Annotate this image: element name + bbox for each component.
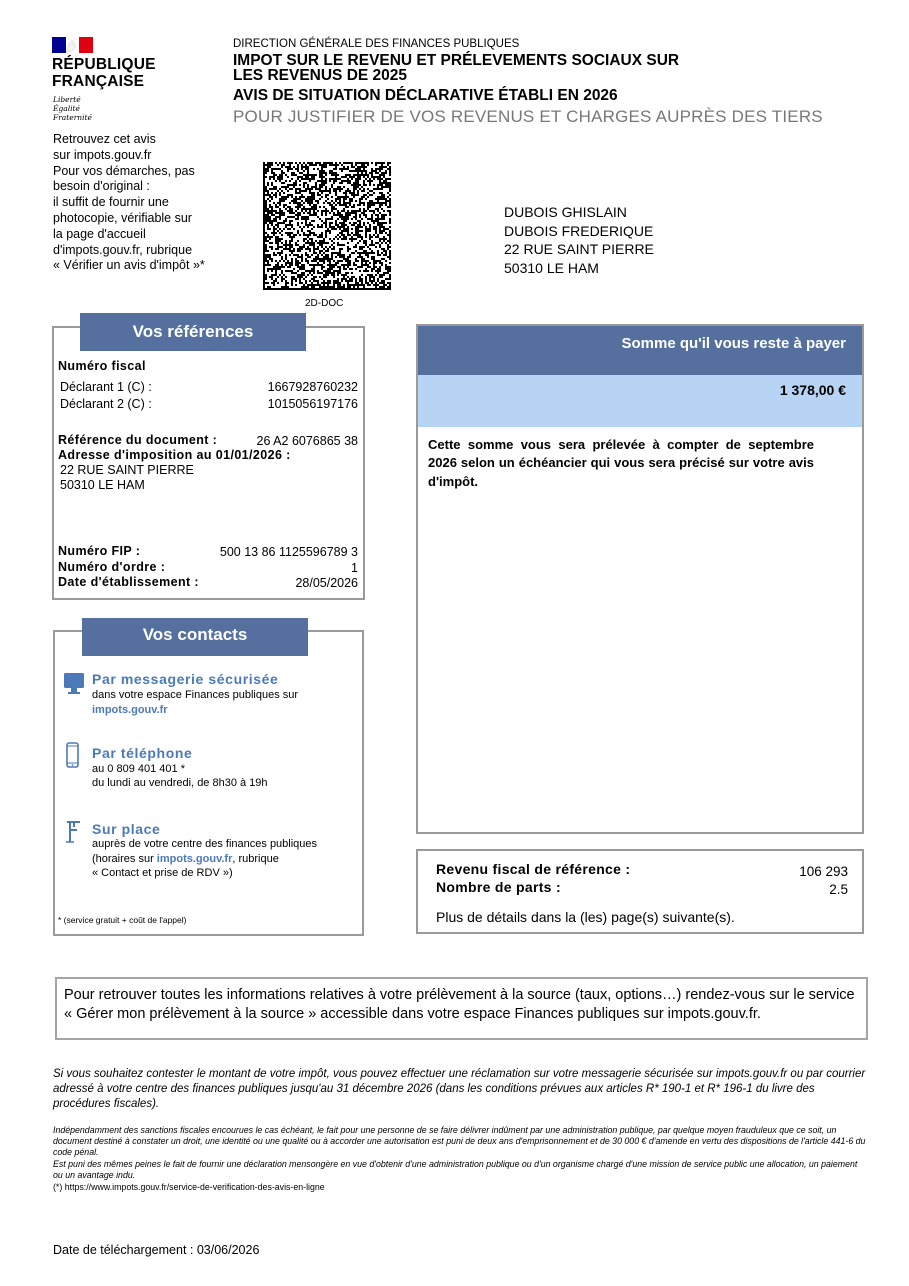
details-note: Plus de détails dans la (les) page(s) suivante(s). xyxy=(436,909,735,925)
payment-text: Cette somme vous sera prélevée à compter de septembre 2026 selon un échéancier qui vous sera précisé sur votre avis d'impôt. xyxy=(428,437,814,489)
telephone-title[interactable]: Par téléphone xyxy=(92,745,193,761)
document-subtitle: AVIS DE SITUATION DÉCLARATIVE ÉTABLI EN 2026 xyxy=(233,87,618,104)
verification-url: (*) https://www.impots.gouv.fr/service-de-verification-des-avis-en-ligne xyxy=(53,1182,325,1192)
telephone-number: au 0 809 401 401 * xyxy=(92,763,185,775)
finances-publiques-icon xyxy=(63,818,85,844)
legal-notice: Indépendamment des sanctions fiscales encourues le cas échéant, le fait pour une personne de se faire délivrer indûment par une administration publique, par quelque moyen frauduleux que ce soit, un document destiné à constater un droit, une identité ou une qualité ou à accorder une autorisation est puni de deux ans d'emprisonnement et de 30 000 € d'amende en vertu des dispositions de l'article 441-6 du code pénal. Est puni des mêmes peines le fait de fournir une déclaration mensongère en vue d'obtenir d'une administration publique ou d'un organisme chargé d'une mission de service public une allocation, un paiement ou un avantage indu. xyxy=(53,1125,866,1180)
surplace-line-1: auprès de votre centre des finances publiques xyxy=(92,838,318,850)
declarant-1-label: Déclarant 1 (C) : xyxy=(60,380,152,394)
ordre-label: Numéro d'ordre : xyxy=(58,560,166,574)
verification-info: Retrouvez cet avis sur impots.gouv.fr Pour vos démarches, pas besoin d'original : il suffit de fournir une photocopie, vérifiable sur la page d'accueil d'impots.gouv.fr, rubrique « Vérifier un avis d'impôt »* xyxy=(53,132,205,273)
payment-header: Somme qu'il vous reste à payer xyxy=(418,326,862,375)
rfr-value: 106 293 xyxy=(799,864,848,879)
declarant-2-value: 1015056197176 xyxy=(267,397,358,411)
adresse-line-1: 22 RUE SAINT PIERRE xyxy=(60,463,194,477)
messagerie-title[interactable]: Par messagerie sécurisée xyxy=(92,671,279,687)
references-tab: Vos références xyxy=(80,313,306,351)
fip-label: Numéro FIP : xyxy=(58,544,141,558)
barcode-modules xyxy=(263,162,391,290)
declarant-2-label: Déclarant 2 (C) : xyxy=(60,397,152,411)
surplace-line-2: (horaires sur impots.gouv.fr, rubrique xyxy=(92,853,279,865)
messagerie-link[interactable]: impots.gouv.fr xyxy=(92,704,168,716)
contacts-footnote: * (service gratuit + coût de l'appel) xyxy=(58,915,187,925)
surplace-link[interactable]: impots.gouv.fr xyxy=(156,853,233,865)
adresse-line-2: 50310 LE HAM xyxy=(60,478,145,492)
parts-label: Nombre de parts : xyxy=(436,879,561,895)
document-purpose: POUR JUSTIFIER DE VOS REVENUS ET CHARGES AUPRÈS DES TIERS xyxy=(233,107,823,126)
republique-motto: Liberté Égalité Fraternité xyxy=(53,95,92,122)
contacts-tab: Vos contacts xyxy=(82,618,308,656)
prelevement-source-info: Pour retrouver toutes les informations relatives à votre prélèvement à la source (taux, options…) rendez-vous sur le service « Gérer mon prélèvement à la source » accessible dans votre espace Finances publiques sur impots.gouv.fr. xyxy=(55,977,868,1040)
ref-doc-label: Référence du document : xyxy=(58,433,218,447)
ref-doc-value: 26 A2 6076865 38 xyxy=(256,434,358,448)
download-date: Date de téléchargement : 03/06/2026 xyxy=(53,1243,260,1257)
messagerie-line: dans votre espace Finances publiques sur xyxy=(92,689,299,701)
payment-amount: 1 378,00 € xyxy=(418,375,862,427)
ordre-value: 1 xyxy=(351,561,358,575)
flag-icon xyxy=(52,37,93,53)
barcode-label: 2D-DOC xyxy=(305,298,344,309)
recipient-address: DUBOIS GHISLAIN DUBOIS FREDERIQUE 22 RUE SAINT PIERRE 50310 LE HAM xyxy=(504,204,654,276)
contest-info: Si vous souhaitez contester le montant de votre impôt, vous pouvez effectuer une réclamation sur votre messagerie sécurisée sur impots.gouv.fr ou par courrier adressé à votre centre des finances publiques jusqu'au 31 décembre 2026 (dans les conditions prévues aux articles R* 190-1 et R* 196-1 du livre des procédures fiscales). xyxy=(53,1068,866,1110)
fip-value: 500 13 86 1125596789 3 xyxy=(219,545,358,559)
rfr-label: Revenu fiscal de référence : xyxy=(436,861,631,877)
monitor-icon xyxy=(63,671,85,697)
declarant-1-value: 1667928760232 xyxy=(267,380,358,394)
numero-fiscal-label: Numéro fiscal xyxy=(58,359,146,373)
document-title: IMPOT SUR LE REVENU ET PRÉLEVEMENTS SOCIAUX SUR LES REVENUS DE 2025 xyxy=(233,52,680,84)
republique-francaise-logo: RÉPUBLIQUE FRANÇAISE xyxy=(52,56,156,90)
surplace-title[interactable]: Sur place xyxy=(92,821,161,837)
phone-icon xyxy=(62,742,84,768)
date-label: Date d'établissement : xyxy=(58,575,199,589)
parts-value: 2.5 xyxy=(829,882,848,897)
2d-doc-barcode xyxy=(263,162,391,290)
telephone-hours: du lundi au vendredi, de 8h30 à 19h xyxy=(92,777,268,789)
direction-label: DIRECTION GÉNÉRALE DES FINANCES PUBLIQUES xyxy=(233,38,520,50)
surplace-line-3: « Contact et prise de RDV ») xyxy=(92,867,233,879)
adresse-label: Adresse d'imposition au 01/01/2026 : xyxy=(58,448,291,462)
date-value: 28/05/2026 xyxy=(295,576,358,590)
